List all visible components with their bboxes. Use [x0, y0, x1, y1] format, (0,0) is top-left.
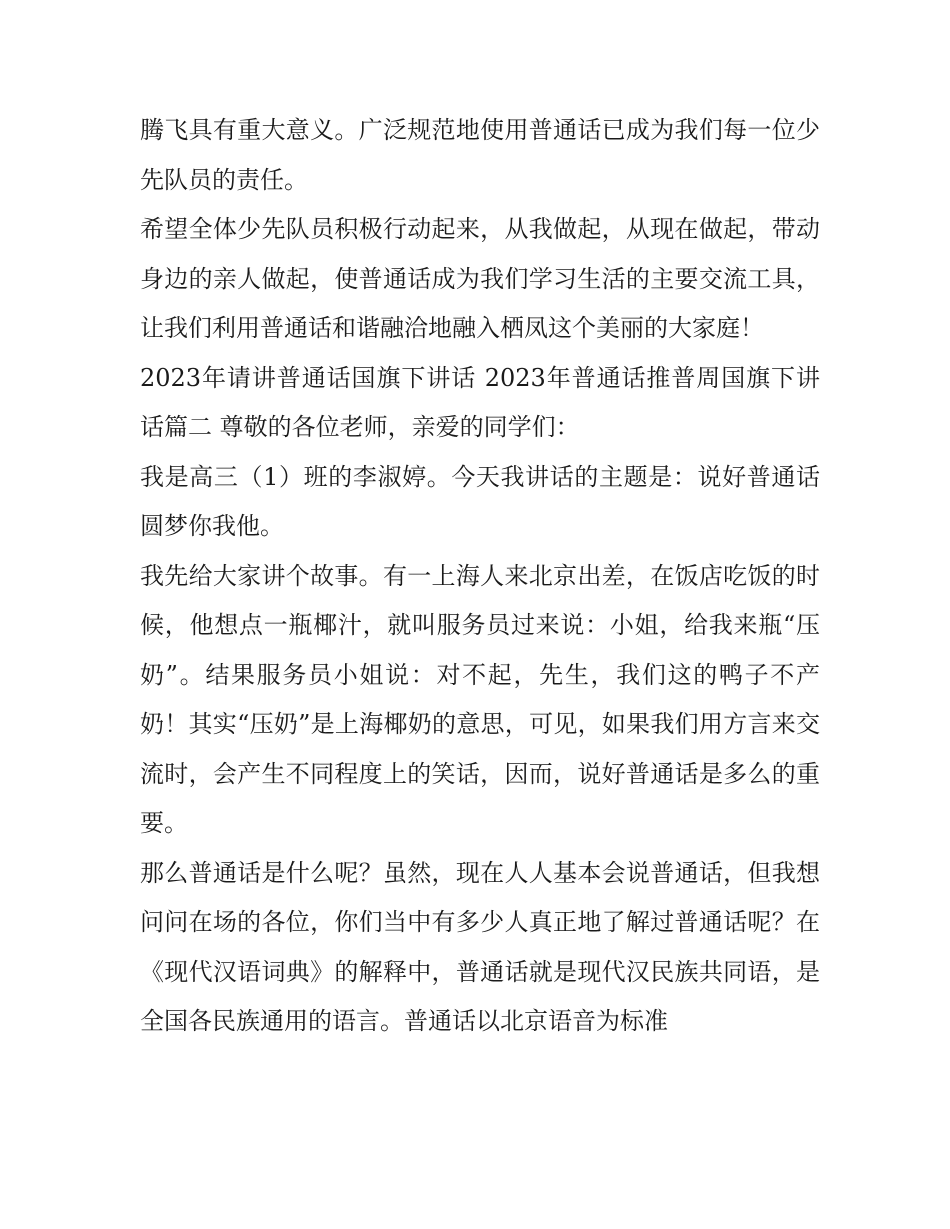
paragraph-6: 那么普通话是什么呢？虽然，现在人人基本会说普通话，但我想问问在场的各位，你们当中有多少人真正地了解过普通话呢？在《现代汉语词典》的解释中，普通话就是现代汉民族共同语，是全国各民族通用的语言。普通话以北京语音为标准 [140, 858, 820, 1035]
paragraph-5: 我先给大家讲个故事。有一上海人来北京出差，在饭店吃饭的时候，他想点一瓶椰汁，就叫服务员过来说：小姐，给我来瓶“压奶”。结果服务员小姐说：对不起，先生，我们这的鸭子不产奶！其实“压奶”是上海椰奶的意思，可见，如果我们用方言来交流时，会产生不同程度上的笑话，因而，说好普通话是多么的重要。 [140, 561, 820, 837]
paragraph-1: 腾飞具有重大意义。广泛规范地使用普通话已成为我们每一位少先队员的责任。 [140, 116, 820, 194]
document-page [140, 106, 820, 1047]
paragraph-4: 我是高三（1）班的李淑婷。今天我讲话的主题是：说好普通话圆梦你我他。 [140, 462, 820, 540]
paragraph-3-heading: 2023年请讲普通话国旗下讲话 2023年普通话推普周国旗下讲话篇二 尊敬的各位老师，亲爱的同学们： [140, 363, 820, 441]
paragraph-2: 希望全体少先队员积极行动起来，从我做起，从现在做起，带动身边的亲人做起，使普通话成为我们学习生活的主要交流工具，让我们利用普通话和谐融洽地融入栖凤这个美丽的大家庭！ [140, 215, 820, 342]
